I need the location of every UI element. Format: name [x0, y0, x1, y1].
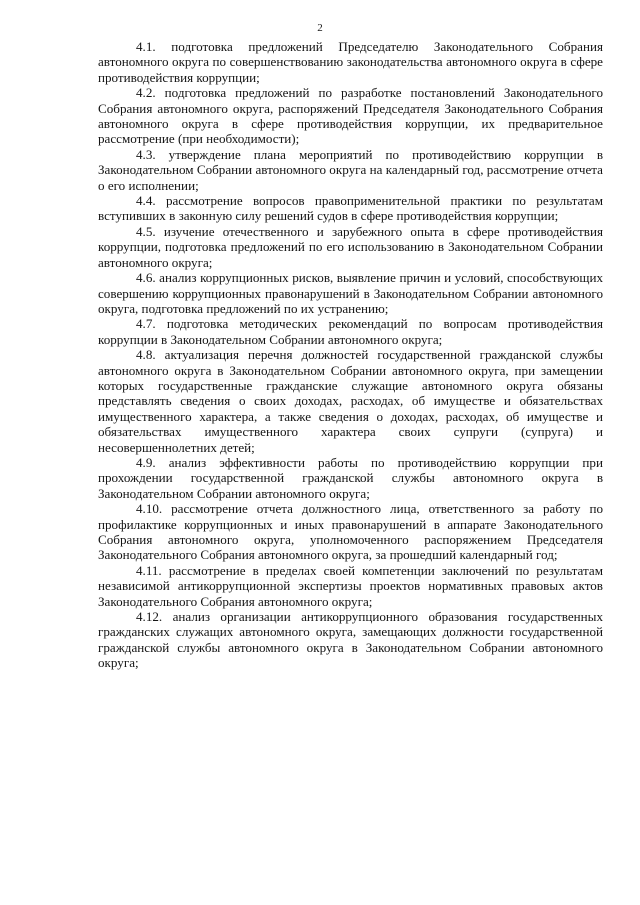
paragraph-4-1: 4.1. подготовка предложений Председателю Законодательного Собрания автономного округа по совершенствованию законодательства автономного округа в сфере противодействия коррупции; [98, 39, 603, 85]
paragraph-4-2: 4.2. подготовка предложений по разработке постановлений Законодательного Собрания автономного округа, распоряжений Председателя Законодательного Собрания автономного округа в сфере противодействия коррупции, их предварительное рассмотрение (при необходимости); [98, 85, 603, 147]
paragraph-4-10: 4.10. рассмотрение отчета должностного лица, ответственного за работу по профилактике коррупционных и иных правонарушений в аппарате Законодательного Собрания автономного округа, уполномоченного распоряжением Председателя Законодательного Собрания автономного округа, за прошедший календарный год; [98, 501, 603, 563]
paragraph-4-3: 4.3. утверждение плана мероприятий по противодействию коррупции в Законодательном Собрании автономного округа на календарный год, рассмотрение отчета о его исполнении; [98, 146, 603, 193]
paragraph-4-9: 4.9. анализ эффективности работы по противодействию коррупции при прохождении государственной гражданской службы автономного округа в Законодательном Собрании автономного округа; [98, 454, 603, 501]
paragraph-4-7: 4.7. подготовка методических рекомендаций по вопросам противодействия коррупции в Законодательном Собрании автономного округа; [98, 316, 603, 347]
paragraph-4-11: 4.11. рассмотрение в пределах своей компетенции заключений по результатам независимой антикоррупционной экспертизы проектов нормативных правовых актов Законодательного Собрания автономного округа; [98, 562, 603, 609]
paragraph-4-4: 4.4. рассмотрение вопросов правоприменительной практики по результатам вступивших в законную силу решений судов в сфере противодействия коррупции; [98, 193, 603, 224]
paragraph-4-12: 4.12. анализ организации антикоррупционного образования государственных гражданских служащих автономного округа, замещающих должности государственной гражданской службы автономного округа в Законодательном Собрании автономного округа; [98, 609, 603, 671]
paragraph-4-6: 4.6. анализ коррупционных рисков, выявление причин и условий, способствующих совершению коррупционных правонарушений в Законодательном Собрании автономного округа, подготовка предложений по их устранению; [98, 270, 603, 316]
document-body [98, 39, 603, 671]
paragraph-4-5: 4.5. изучение отечественного и зарубежного опыта в сфере противодействия коррупции, подготовка предложений по его использованию в Законодательном Собрании автономного округа; [98, 223, 603, 270]
paragraph-4-8: 4.8. актуализация перечня должностей государственной гражданской службы автономного округа в Законодательном Собрании автономного округа, при замещении которых государственные гражданские служащие автономного округа обязаны представлять сведения о своих доходах, расходах, об имуществе и обязательствах имущественного характера, а также сведения о доходах, расходах, об имуществе и обязательствах имущественного характера своих супруги (супруга) и несовершеннолетних детей; [98, 347, 603, 455]
page-number: 2 [317, 22, 323, 34]
